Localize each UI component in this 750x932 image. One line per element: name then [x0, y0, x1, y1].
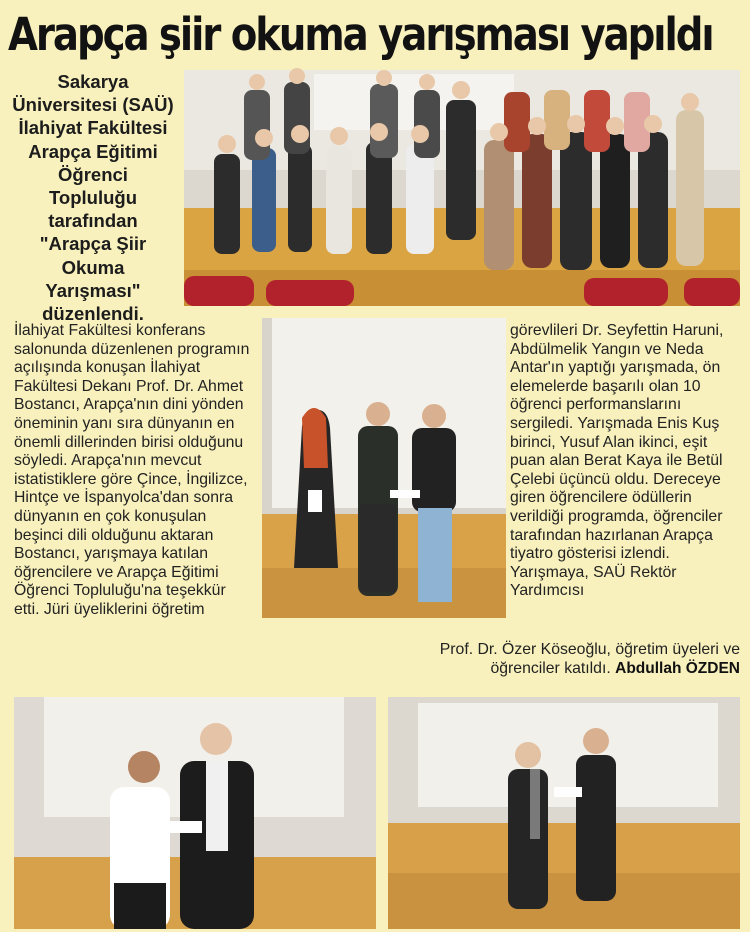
body-text-left: İlahiyat Fakültesi konferans salonunda düzenlenen programın açılışında konuşan İlahiyat Fakültesi Dekanı Prof. Dr. Ahmet Bostancı, Arapça'nın dini yönden öneminin yanı sıra dünyanın en önemli dillerinden birisi olduğunu söyledi. Arapça'nın mevcut istatistiklere göre Çince, İngilizce, Hintçe ve İspanyolca'dan sonra dünyanın en çok konuşulan beşinci dili olduğunu aktaran Bostancı, yarışmaya katılan öğrencilere ve Arapça Eğitimi Öğrenci Topluluğu'na teşekkür etti. Jüri üyeliklerini öğretim	[14, 322, 250, 618]
group-photo	[184, 70, 740, 306]
body-text-bottom	[388, 641, 740, 678]
stage-photo	[262, 318, 506, 618]
headline: Arapça şiir okuma yarışması yapıldı	[8, 8, 713, 61]
lead-paragraph: Sakarya Üniversitesi (SAÜ) İlahiyat Fakültesi Arapça Eğitimi Öğrenci Topluluğu tarafından "Arapça Şiir Okuma Yarışması" düzenlendi.	[12, 71, 174, 325]
body-text-right: görevlileri Dr. Seyfettin Haruni, Abdülmelik Yangın ve Neda Antar'ın yaptığı yarışmada, ön elemelerde başarılı olan 10 öğrenci performanslarını sergiledi. Yarışmada Enis Kuş birinci, Yusuf Alan ikinci, eşit puan alan Berat Kaya ile Betül Çelebi üçüncü oldu. Dereceye giren öğrencilere ödüllerin verildiği programda, öğrenciler tarafından hazırlanan Arapça tiyatro gösterisi izlendi. Yarışmaya, SAÜ Rektör Yardımcısı	[510, 322, 724, 600]
award-photo-right	[388, 697, 740, 929]
body-text-end: Prof. Dr. Özer Köseoğlu, öğretim üyeleri ve öğrenciler katıldı.	[439, 641, 740, 677]
byline: Abdullah ÖZDEN	[615, 659, 740, 677]
award-photo-left	[14, 697, 376, 929]
